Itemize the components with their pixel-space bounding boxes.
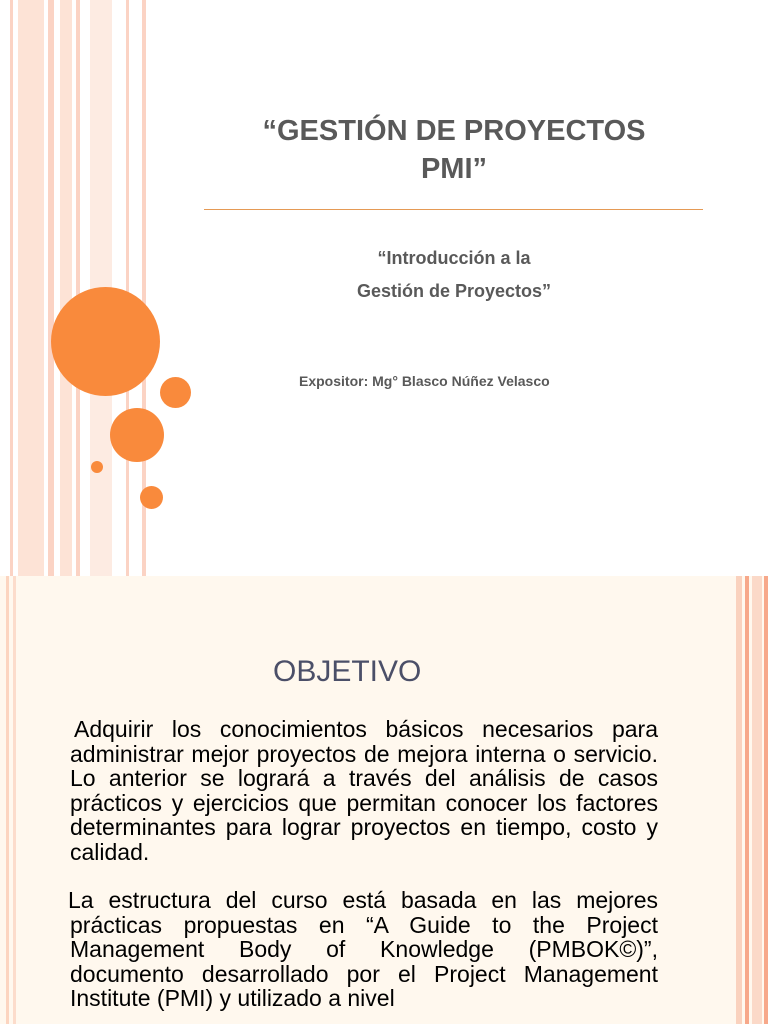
decorative-stripe [13,576,16,1024]
objective-paragraph: Adquirir los conocimientos básicos necesarios para administrar mejor proyectos de mejora interna o servicio. Lo anterior se logrará a través del análisis de casos prácticos y ejercicios que permitan conocer los factores determinantes para lograr proyectos en tiempo, costo y calidad. [70,716,658,865]
decorative-stripe [60,0,72,576]
subtitle-line: “Introducción a la [377,248,531,268]
slide-subtitle [204,242,704,308]
title-divider [204,209,703,210]
title-line: “GESTIÓN DE PROYECTOS [262,115,646,147]
small-circle-decoration [160,377,191,408]
large-circle-decoration [51,287,160,396]
decorative-stripe [48,0,54,576]
decorative-stripe [76,0,80,576]
decorative-stripe [6,576,9,1024]
decorative-stripe [764,576,768,1024]
course-structure-paragraph: La estructura del curso está basada en las mejores prácticas propuestas en “A Guide to the Project Management Body of Knowledge (PMBOK©)”, documento desarrollado por el Project Management Institute (PMI) y utilizado a nivel [68,887,658,1011]
presenter-name: Expositor: Mg° Blasco Núñez Velasco [299,373,550,389]
decorative-stripe [736,576,742,1024]
small-circle-decoration [140,486,163,509]
tiny-circle-decoration [91,461,103,473]
title-line: PMI” [420,153,488,185]
medium-circle-decoration [110,408,164,462]
decorative-stripe [126,0,129,576]
slide-title [204,112,704,188]
decorative-stripe [18,0,44,576]
decorative-stripe [752,576,762,1024]
decorative-stripe [10,0,13,576]
section-heading: OBJETIVO [273,655,422,688]
subtitle-line: Gestión de Proyectos” [356,281,552,301]
decorative-stripe [745,576,749,1024]
